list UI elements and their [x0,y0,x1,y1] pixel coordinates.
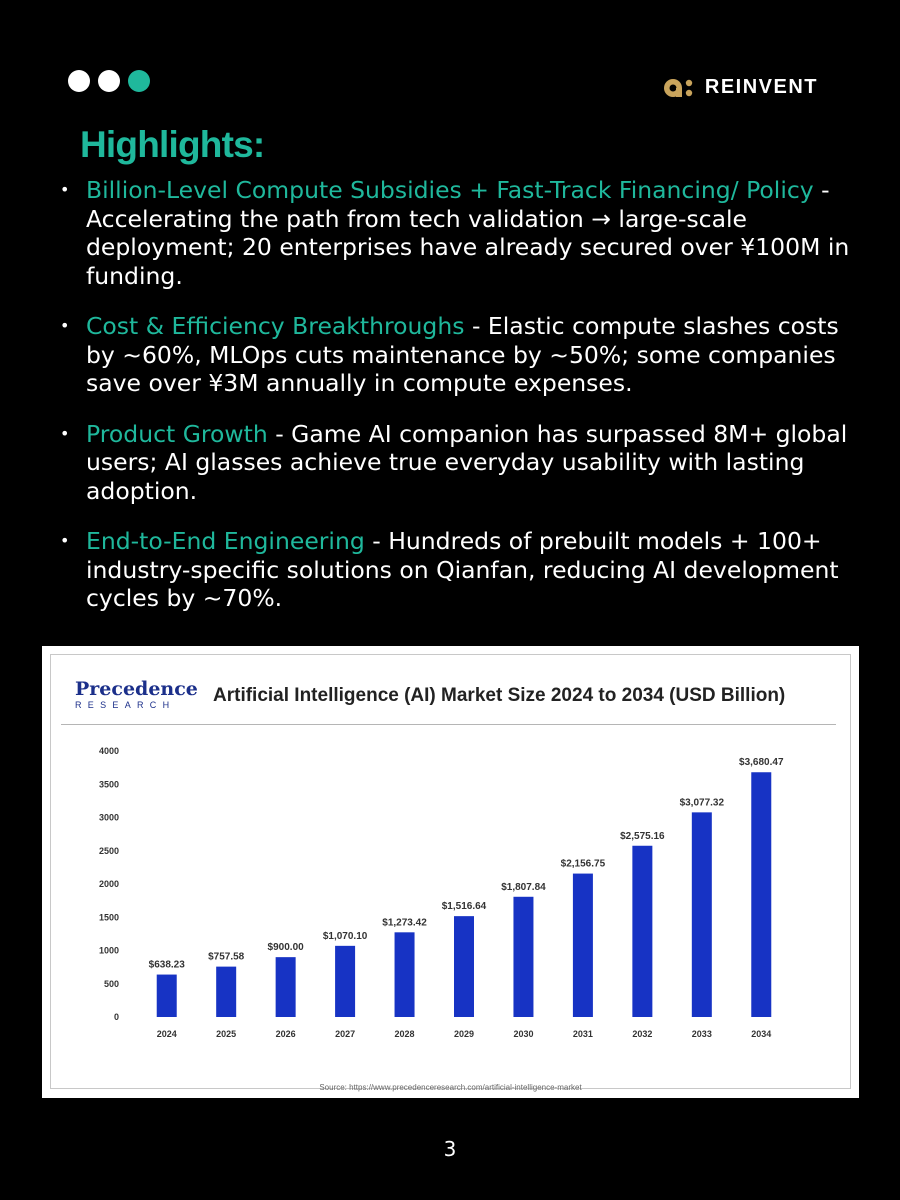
y-tick-label: 3500 [98,779,119,790]
list-item [60,176,850,290]
y-tick-label: 3000 [98,812,119,823]
y-tick-label: 1500 [98,912,119,923]
bullet-body: - Elastic compute slashes costs by ~60%, MLOps cuts maintenance by ~50%; some companies save over ¥3M annually in compute expenses. [86,312,839,397]
y-tick-label: 500 [103,978,119,989]
window-dots [68,70,150,92]
data-label: $3,077.32 [679,797,725,809]
bar [573,874,593,1017]
data-label: $1,273.42 [382,917,427,929]
list-item [60,420,850,506]
bar [395,932,415,1017]
x-tick-label: 2026 [275,1029,296,1039]
bullet-body: - Accelerating the path from tech validation → large-scale deployment; 20 enterprises have already secured over ¥100M in funding. [86,176,850,290]
data-label: $1,070.10 [322,930,368,942]
chart-source: Source: https://www.precedenceresearch.com/artificial-intelligence-market [319,1083,582,1092]
brand-logo [663,76,818,99]
x-tick-label: 2029 [453,1029,475,1039]
x-tick-label: 2031 [572,1029,593,1039]
bullet-body: - Hundreds of prebuilt models + 100+ industry-specific solutions on Qianfan, reducing AI development cycles by ~70%. [86,527,839,612]
list-item [60,312,850,398]
data-label: $2,156.75 [560,858,606,870]
data-label: $2,575.16 [620,830,665,842]
bullet-title: Cost & Efficiency Breakthroughs [86,312,465,340]
bar [751,772,771,1017]
publisher-subtitle: RESEARCH [75,700,176,710]
data-label: $757.58 [208,951,245,963]
x-tick-label: 2025 [216,1029,237,1039]
reinvent-logo-icon [663,77,697,99]
x-tick-label: 2033 [691,1029,712,1039]
publisher-name: Precedence [75,678,198,700]
y-tick-label: 2500 [98,845,119,856]
bar-chart [51,655,852,1090]
bar [276,957,296,1017]
x-tick-label: 2032 [632,1029,653,1039]
bar [692,812,712,1017]
data-label: $900.00 [267,942,304,954]
y-tick-label: 2000 [98,879,119,889]
y-tick-label: 1000 [98,945,119,956]
x-tick-label: 2034 [751,1029,772,1039]
dot-teal [128,70,150,92]
bullet-marker: • [60,316,70,335]
data-label: $3,680.47 [739,757,784,769]
chart-title: Artificial Intelligence (AI) Market Size 2024 to 2034 (USD Billion) [213,685,786,706]
list-item [60,527,850,613]
bar [454,916,474,1017]
bar [335,946,355,1017]
bar [157,975,177,1017]
bullet-body: - Game AI companion has surpassed 8M+ global users; AI glasses achieve true everyday usability with lasting adoption. [86,419,848,505]
bullet-title: Billion-Level Compute Subsidies + Fast-Track Financing/ Policy [86,176,814,204]
bullet-marker: • [60,180,70,199]
bar [632,846,652,1017]
x-tick-label: 2030 [513,1029,534,1039]
page-number: 3 [443,1137,457,1161]
y-tick-label: 0 [113,1012,119,1022]
bar [216,967,236,1017]
bullet-title: End-to-End Engineering [86,527,365,555]
dot-white-2 [98,70,120,92]
data-label: $1,807.84 [501,881,546,893]
data-label: $638.23 [148,959,185,971]
bullet-marker: • [60,423,70,443]
data-label: $1,516.64 [441,901,487,913]
highlights-list [60,176,850,635]
brand-name: REINVENT [704,76,818,98]
bullet-marker: • [60,531,70,550]
x-tick-label: 2028 [394,1029,415,1039]
bullet-title: Product Growth [86,419,268,448]
bar [513,897,533,1017]
x-tick-label: 2027 [335,1029,356,1039]
dot-white-1 [68,70,90,92]
x-tick-label: 2024 [156,1029,177,1039]
chart-frame [50,654,851,1092]
y-tick-label: 4000 [98,746,119,756]
page-heading: Highlights: [80,124,265,165]
chart-card [42,646,859,1098]
